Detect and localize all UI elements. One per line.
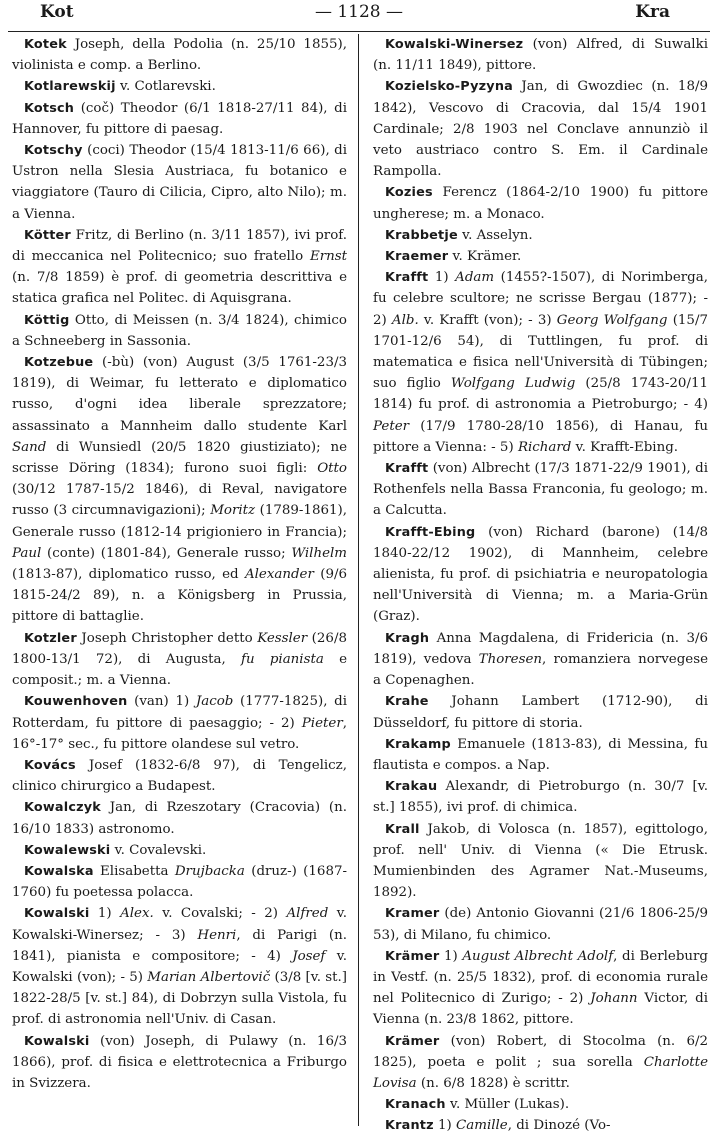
italic-name: Georg Wolfgang [556, 312, 668, 328]
entry-headword: Kotzler [24, 630, 77, 646]
entry-headword: Krakamp [385, 736, 451, 752]
header-rule [8, 31, 710, 32]
italic-name: Josef [292, 948, 326, 964]
entry-headword: Kovács [24, 757, 76, 773]
entry-headword: Krahe [385, 694, 429, 710]
dictionary-entry: Kotsch (coč) Theodor (6/1 1818-27/11 84), di Hannover, fu pittore di paesag. [12, 100, 347, 137]
entry-headword: Krakau [385, 779, 438, 795]
dictionary-entry: Kranach v. Müller (Lukas). [385, 1097, 570, 1113]
dictionary-entry: Köttig Otto, di Meissen (n. 3/4 1824), chimico a Schneeberg in Sassonia. [12, 312, 347, 349]
entry-headword: Kötter [24, 227, 71, 243]
dictionary-entry: Kötter Fritz, di Berlino (n. 3/11 1857), ivi prof. di meccanica nel Politecnico; suo fratello Ernst (n. 7/8 1859) è prof. di geometria descrittiva e statica grafica nel Politec. di Aquisgrana. [12, 227, 347, 307]
dictionary-entry: Krafft 1) Adam (1455?-1507), di Norimberga, fu celebre scultore; ne scrisse Bergau (1877); - 2) Alb. v. Krafft (von); - 3) Georg Wolfgang (15/7 1701-12/6 54), di Tuttlingen, fu prof. di matematica e fisica nell'Università di Tübingen; suo figlio Wolfgang Ludwig (25/8 1743-20/11 1814) fu prof. di astronomia a Pietroburgo; - 4) Peter (17/9 1780-28/10 1856), di Hanau, fu pittore a Vienna: - 5) Richard v. Krafft-Ebing. [373, 270, 708, 455]
italic-name: Henri [197, 927, 237, 943]
entry-headword: Kragh [385, 630, 430, 646]
entry-headword: Kozies [385, 185, 433, 201]
entry-headword: Köttig [24, 312, 70, 328]
dictionary-entry: Kowalski (von) Joseph, di Pulawy (n. 16/3 1866), prof. di fisica e elettrotecnica a Friburgo in Svizzera. [12, 1033, 347, 1091]
entry-headword: Kowalewski [24, 842, 111, 858]
italic-name: Wilhelm [291, 545, 347, 561]
entry-headword: Krabbetje [385, 227, 458, 243]
dictionary-entry: Krämer (von) Robert, di Stocolma (n. 6/2 1825), poeta e polit ; sua sorella Charlotte Lovisa (n. 6/8 1828) è scrittr. [373, 1033, 708, 1091]
entry-headword: Kranach [385, 1097, 446, 1113]
italic-name: Charlotte Lovisa [373, 1054, 708, 1091]
dictionary-entry: Kraemer v. Krämer. [385, 249, 522, 265]
entry-headword: Krämer [385, 1033, 440, 1049]
italic-name: Alfred [286, 906, 329, 922]
dictionary-entry: Kotzler Joseph Christopher detto Kessler (26/8 1800-13/1 72), di Augusta, fu pianista e composit.; m. a Vienna. [12, 630, 347, 689]
entry-headword: Kowalczyk [24, 800, 102, 816]
entry-headword: Kotsch [24, 100, 75, 116]
right-column [373, 34, 708, 1134]
header-right-keyword: Kra [635, 2, 670, 22]
italic-name: Paul [12, 545, 42, 561]
italic-name: Marian Albertovič [147, 969, 271, 985]
column-divider [358, 34, 359, 1126]
entry-headword: Kozielsko-Pyzyna [385, 79, 513, 95]
dictionary-entry: Krafft (von) Albrecht (17/3 1871-22/9 1901), di Rothenfels nella Bassa Franconia, fu geologo; m. a Calcutta. [373, 461, 708, 519]
dictionary-entry: Kowalewski v. Covalevski. [24, 842, 207, 858]
italic-name: Peter [373, 418, 410, 434]
dictionary-entry: Krall Jakob, di Volosca (n. 1857), egittologo, prof. nell' Univ. di Vienna (« Die Etrusk. Mumienbinden des Agramer Nat.-Museums, 1892). [373, 821, 708, 901]
italic-name: Moritz [210, 503, 256, 519]
italic-name: Adam [455, 270, 495, 286]
entry-headword: Kouwenhoven [24, 694, 128, 710]
left-column [12, 34, 347, 1124]
dictionary-entry: Kotlarewskij v. Cotlarevski. [24, 79, 216, 95]
dictionary-entry: Kotschy (coci) Theodor (15/4 1813-11/6 66), di Ustron nella Slesia Austriaca, fu botanico e viaggiatore (Tauro di Cilicia, Cipro, alto Nilo); m. a Vienna. [12, 143, 347, 222]
dictionary-entry: Kowalczyk Jan, di Rzeszotary (Cracovia) (n. 16/10 1833) astronomo. [12, 800, 347, 837]
italic-name: Wolfgang Ludwig [450, 376, 576, 392]
entry-headword: Kowalski [24, 906, 90, 922]
dictionary-entry: Kowalska Elisabetta Drujbacka (druz-) (1687-1760) fu poetessa polacca. [12, 863, 348, 901]
italic-name: Sand [12, 439, 47, 455]
entry-headword: Krafft [385, 270, 429, 286]
italic-name: August Albrecht Adolf [462, 948, 614, 964]
italic-name: Jacob [195, 694, 234, 710]
entry-headword: Kotzebue [24, 355, 94, 371]
dictionary-entry: Kovács Josef (1832-6/8 97), di Tengelicz, clinico chirurgico a Budapest. [12, 757, 347, 795]
dictionary-entry: Kragh Anna Magdalena, di Fridericia (n. 3/6 1819), vedova Thoresen, romanziera norvegese a Copenaghen. [373, 630, 708, 689]
dictionary-entry: Krämer 1) August Albrecht Adolf, di Berleburg in Vestf. (n. 25/5 1832), prof. di economia rurale nel Politecnico di Zurigo; - 2) Johann Victor, di Vienna (n. 23/8 1862, pittore. [373, 948, 708, 1028]
entry-headword: Kowalski-Winersez [385, 37, 524, 52]
italic-name: Alb. [391, 312, 419, 328]
italic-name: Alex. [120, 906, 154, 922]
dictionary-entry: Krakau Alexandr, di Pietroburgo (n. 30/7 [v. st.] 1855), ivi prof. di chimica. [373, 779, 708, 816]
dictionary-entry: Krafft-Ebing (von) Richard (barone) (14/8 1840-22/12 1902), di Mannheim, celebre alienista, fu prof. di psichiatria e neuropatologia nell'Università di Vienna; m. a Maria-Grün (Graz). [373, 524, 708, 625]
entry-headword: Kraemer [385, 249, 449, 265]
italic-name: Thoresen [478, 651, 543, 667]
entry-headword: Krafft-Ebing [385, 524, 476, 540]
header-left-keyword: Kot [40, 2, 74, 22]
entry-headword: Krantz [385, 1118, 434, 1134]
italic-name: Kessler [257, 630, 308, 646]
entry-headword: Krall [385, 821, 420, 837]
dictionary-entry: Kozies Ferencz (1864-2/10 1900) fu pittore ungherese; m. a Monaco. [373, 185, 708, 222]
italic-name: Alexander [244, 567, 314, 583]
page-header [0, 0, 718, 32]
page-number: — 1128 — [314, 2, 404, 22]
dictionary-entry: Krakamp Emanuele (1813-83), di Messina, fu flautista e compos. a Nap. [373, 736, 708, 773]
entry-headword: Krafft [385, 461, 429, 477]
dictionary-entry: Kouwenhoven (van) 1) Jacob (1777-1825), di Rotterdam, fu pittore di paesaggio; - 2) Pieter, 16°-17° sec., fu pittore olandese sul vetro. [12, 694, 347, 752]
dictionary-entry: Kozielsko-Pyzyna Jan, di Gwozdiec (n. 18/9 1842), Vescovo di Cracovia, dal 15/4 1901 Cardinale; 2/8 1903 nel Conclave annunziò il veto austriaco contro S. Em. il Cardinale Rampolla. [373, 79, 708, 180]
dictionary-entry: Kotzebue (-bù) (von) August (3/5 1761-23/3 1819), di Weimar, fu letterato e diplomatico russo, d'ogni idea liberale sprezzatore; assassinato a Mannheim dallo studente Karl Sand di Wunsiedl (20/5 1820 giustiziato); ne scrisse Döring (1834); furono suoi figli: Otto (30/12 1787-15/2 1846), di Reval, navigatore russo (3 circumnavigazioni); Moritz (1789-1861), Generale russo (1812-14 prigioniero in Francia); Paul (conte) (1801-84), Generale russo; Wilhelm (1813-87), diplomatico russo, ed Alexander (9/6 1815-24/2 89), n. a Königsberg in Prussia, pittore di battaglie. [12, 355, 347, 625]
entry-headword: Kowalska [24, 863, 94, 879]
entry-headword: Kotek [24, 37, 67, 52]
italic-name: Johann [590, 991, 638, 1007]
entry-headword: Krämer [385, 948, 440, 964]
entry-headword: Kotlarewskij [24, 79, 116, 95]
italic-name: Otto [317, 461, 347, 477]
entry-headword: Kramer [385, 906, 440, 922]
italic-name: Ernst [309, 249, 347, 265]
italic-name: fu pianista [241, 651, 324, 667]
italic-name: Drujbacka [174, 863, 245, 879]
entry-headword: Kotschy [24, 143, 83, 159]
italic-name: Pieter [301, 715, 343, 731]
italic-name: Camille [456, 1118, 508, 1134]
dictionary-entry: Krahe Johann Lambert (1712-90), di Düsseldorf, fu pittore di storia. [373, 694, 708, 731]
dictionary-entry: Kowalski-Winersez (von) Alfred, di Suwalki (n. 11/11 1849), pittore. [373, 37, 708, 74]
dictionary-entry: Kramer (de) Antonio Giovanni (21/6 1806-25/9 53), di Milano, fu chimico. [373, 906, 708, 943]
entry-headword: Kowalski [24, 1033, 90, 1049]
dictionary-entry: Krantz 1) Camille, di Dinozé (Vo- [385, 1118, 611, 1134]
italic-name: Richard [517, 439, 572, 455]
dictionary-entry: Krabbetje v. Asselyn. [385, 227, 533, 243]
dictionary-entry: Kowalski 1) Alex. v. Covalski; - 2) Alfred v. Kowalski-Winersez; - 3) Henri, di Parigi (n. 1841), pianista e compositore; - 4) Josef v. Kowalski (von); - 5) Marian Albertovič (3/8 [v. st.] 1822-28/5 [v. st.] 84), di Dobrzyn sulla Vistola, fu prof. di astronomia nell'Univ. di Casan. [12, 906, 347, 1028]
dictionary-entry: Kotek Joseph, della Podolia (n. 25/10 1855), violinista e comp. a Berlino. [12, 37, 347, 74]
